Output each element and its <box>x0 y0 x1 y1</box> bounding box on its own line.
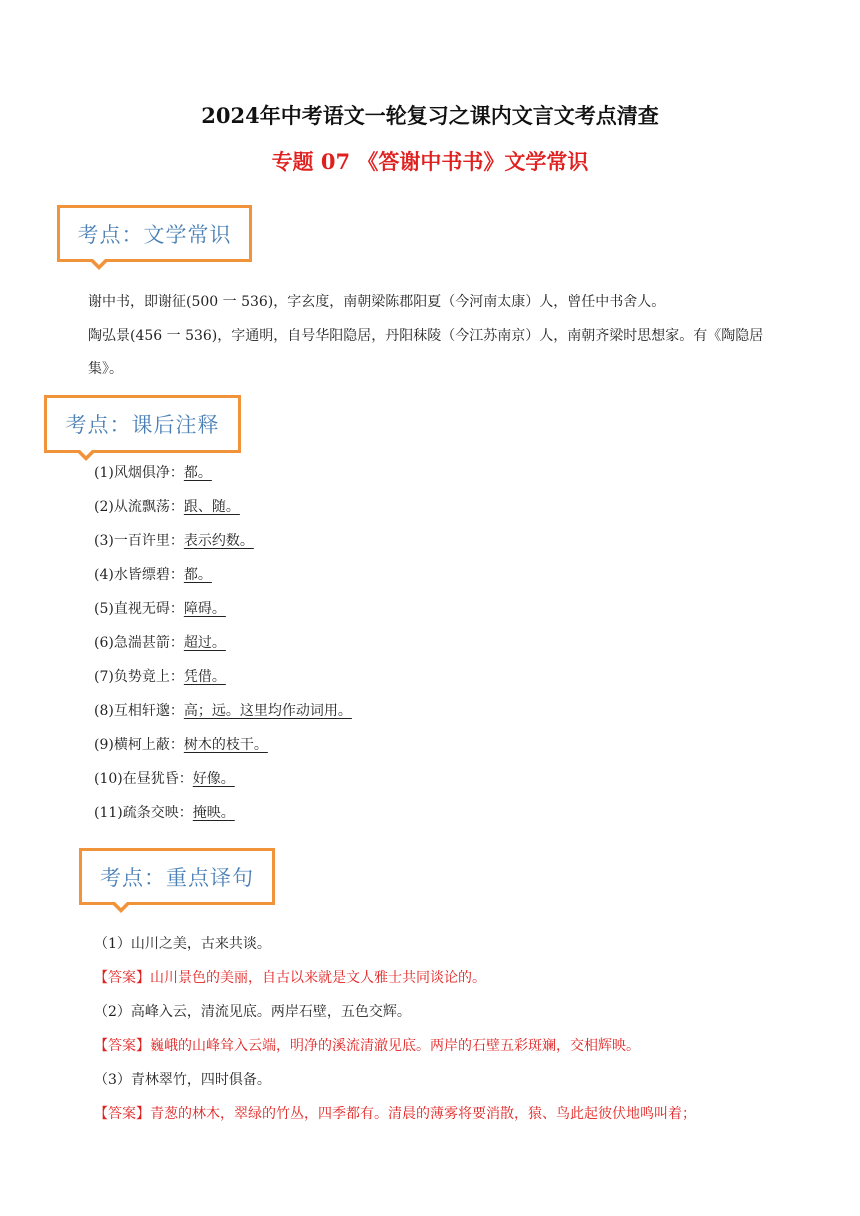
note-answer: 都。 <box>183 465 212 481</box>
translation-answer <box>94 1029 784 1063</box>
note-item <box>94 626 352 660</box>
note-term: (5)直视无碍： <box>94 601 184 617</box>
notes-list <box>94 456 352 830</box>
literary-paragraph-2: 陶弘景(456 一 536)，字通明，自号华阳隐居，丹阳秣陵（今江苏南京）人，南朝齐梁时思想家。有《陶隐居集》。 <box>88 328 764 377</box>
note-item <box>94 694 352 728</box>
literary-paragraph-1: 谢中书，即谢征(500 一 536)，字玄度，南朝梁陈郡阳夏（今河南太康）人，曾任中书舍人。 <box>88 294 666 310</box>
note-item <box>94 728 352 762</box>
translation-answer <box>94 961 784 995</box>
note-term: (10)在昼犹昏： <box>94 771 193 787</box>
section-label: 考点：课后注释 <box>65 413 220 437</box>
translation-answer <box>94 1097 784 1131</box>
note-item <box>94 592 352 626</box>
answer-text: 山川景色的美丽，自古以来就是文人雅士共同谈论的。 <box>150 970 486 986</box>
answer-tag: 【答案】 <box>94 1106 150 1122</box>
note-term: (6)急湍甚箭： <box>94 635 184 651</box>
section-label: 考点：文学常识 <box>77 222 232 247</box>
note-term: (11)疏条交映： <box>94 805 193 821</box>
note-term: (4)水皆缥碧： <box>94 567 184 583</box>
note-item <box>94 490 352 524</box>
note-term: (7)负势竟上： <box>94 669 184 685</box>
section-callout-translation <box>79 848 275 905</box>
section-callout-literary <box>57 205 252 262</box>
note-item <box>94 660 352 694</box>
translation-question: （3）青林翠竹，四时俱备。 <box>94 1072 271 1088</box>
answer-text: 巍峨的山峰耸入云端，明净的溪流清澈见底。两岸的石壁五彩斑斓，交相辉映。 <box>150 1038 640 1054</box>
section-callout-notes <box>44 395 241 453</box>
note-answer: 凭借。 <box>183 669 226 685</box>
note-answer: 树木的枝干。 <box>183 737 268 753</box>
note-term: (2)从流飘荡： <box>94 499 184 515</box>
note-answer: 高；远。这里均作动词用。 <box>183 703 352 719</box>
note-answer: 超过。 <box>183 635 226 651</box>
answer-tag: 【答案】 <box>94 1038 150 1054</box>
note-item <box>94 796 352 830</box>
note-item <box>94 558 352 592</box>
note-answer: 障碍。 <box>183 601 226 617</box>
note-answer: 掩映。 <box>192 805 235 821</box>
note-answer: 表示约数。 <box>183 533 254 549</box>
note-item <box>94 762 352 796</box>
translation-question: （2）高峰入云，清流见底。两岸石壁，五色交辉。 <box>94 1004 411 1020</box>
translation-list <box>94 927 784 1131</box>
answer-tag: 【答案】 <box>94 970 150 986</box>
note-term: (9)横柯上蔽： <box>94 737 184 753</box>
note-item <box>94 524 352 558</box>
answer-text: 青葱的林木，翠绿的竹丛，四季都有。清晨的薄雾将要消散，猿、鸟此起彼伏地鸣叫着； <box>150 1106 696 1122</box>
translation-question: （1）山川之美，古来共谈。 <box>94 936 271 952</box>
note-term: (8)互相轩邈： <box>94 703 184 719</box>
note-answer: 跟、随。 <box>183 499 240 515</box>
note-term: (3)一百许里： <box>94 533 184 549</box>
page-subtitle: 专题 07 《答谢中书书》文学常识 <box>271 149 589 174</box>
note-term: (1)风烟俱净： <box>94 465 184 481</box>
note-answer: 好像。 <box>192 771 235 787</box>
note-answer: 都。 <box>183 567 212 583</box>
note-item <box>94 456 352 490</box>
page-title: 2024年中考语文一轮复习之课内文言文考点清查 <box>201 103 659 128</box>
section-label: 考点：重点译句 <box>100 865 254 890</box>
